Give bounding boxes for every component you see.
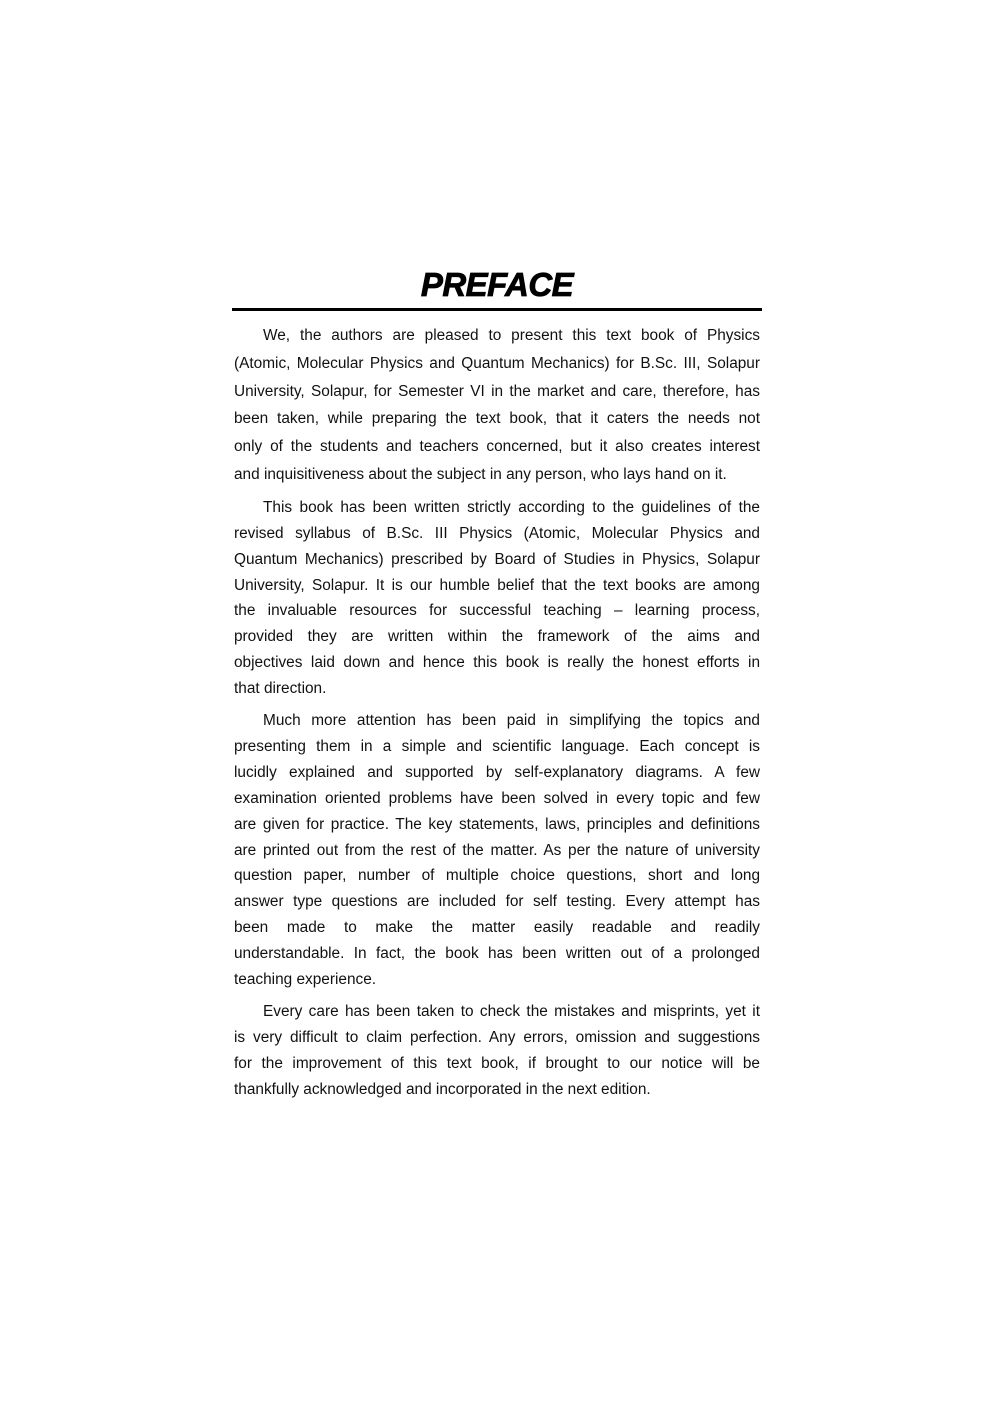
text-line: is very difficult to claim perfection. Any errors, omission and suggestions <box>234 1028 760 1046</box>
text-line: objectives laid down and hence this book is really the honest efforts in <box>234 654 760 672</box>
preface-body <box>234 322 760 1109</box>
text-line: been made to make the matter easily readable and readily <box>234 919 760 937</box>
text-line: University, Solapur. It is our humble belief that the text books are among <box>234 576 760 594</box>
text-line: are given for practice. The key statements, laws, principles and definitions <box>234 815 760 833</box>
text-line: understandable. In fact, the book has been written out of a prolonged <box>234 945 760 963</box>
text-line: Quantum Mechanics) prescribed by Board of Studies in Physics, Solapur <box>234 550 760 568</box>
text-line: for the improvement of this text book, if brought to our notice will be <box>234 1054 760 1072</box>
text-line: revised syllabus of B.Sc. III Physics (Atomic, Molecular Physics and <box>234 524 760 542</box>
text-line: that direction. <box>234 680 327 698</box>
text-line: lucidly explained and supported by self-explanatory diagrams. A few <box>234 763 760 781</box>
text-line: are printed out from the rest of the matter. As per the nature of university <box>234 841 760 859</box>
title-underline <box>232 308 762 311</box>
text-line: We, the authors are pleased to present this text book of Physics <box>263 327 760 344</box>
text-line: This book has been written strictly according to the guidelines of the <box>263 498 760 516</box>
text-line: provided they are written within the framework of the aims and <box>234 628 760 646</box>
text-line: only of the students and teachers concerned, but it also creates interest <box>234 438 760 456</box>
paragraph <box>234 322 760 489</box>
paragraph <box>234 999 760 1103</box>
text-line: examination oriented problems have been solved in every topic and few <box>234 789 760 807</box>
text-line: and inquisitiveness about the subject in any person, who lays hand on it. <box>234 465 727 483</box>
paragraph <box>234 495 760 702</box>
text-line: University, Solapur, for Semester VI in the market and care, therefore, has <box>234 382 760 400</box>
paragraph <box>234 708 760 993</box>
text-line: the invaluable resources for successful teaching – learning process, <box>234 602 760 620</box>
text-line: thankfully acknowledged and incorporated in the next edition. <box>234 1080 651 1098</box>
text-line: (Atomic, Molecular Physics and Quantum Mechanics) for B.Sc. III, Solapur <box>234 354 760 372</box>
text-line: teaching experience. <box>234 971 377 989</box>
text-line: answer type questions are included for self testing. Every attempt has <box>234 893 760 911</box>
text-line: presenting them in a simple and scientific language. Each concept is <box>234 737 760 755</box>
page-title: PREFACE <box>420 266 574 303</box>
text-line: Much more attention has been paid in simplifying the topics and <box>263 712 760 730</box>
text-line: been taken, while preparing the text book, that it caters the needs not <box>234 410 760 428</box>
text-line: Every care has been taken to check the mistakes and misprints, yet it <box>263 1003 760 1020</box>
text-line: question paper, number of multiple choice questions, short and long <box>234 867 760 885</box>
